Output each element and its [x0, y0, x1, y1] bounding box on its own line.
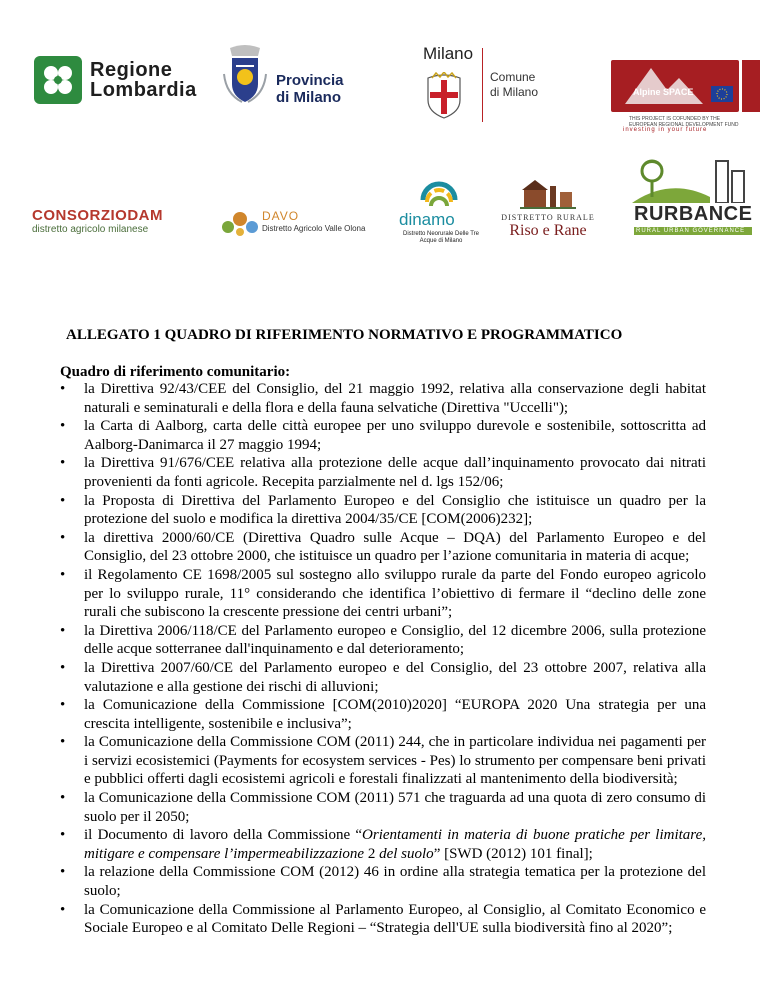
dinamo-subtitle: Distretto Neorurale Delle Tre Acque di Milano — [402, 231, 480, 244]
comune-divider — [482, 48, 483, 122]
list-item: • la Direttiva 91/676/CEE relativa alla protezione delle acque dall’inquinamento provocato dai nitrati provenienti da fonti agricole. Recepita parzialmente nel d. lgs 152/06; — [60, 454, 706, 491]
list-item: • la Comunicazione della Commissione COM (2011) 244, che in particolare individua nei pagamenti per i servizi ecosistemici (Payments for ecosystem services - Pes) lo strumento per compensare beni privati e pubblici offerti dagli ecosistemi agricoli e forestali finalizzati al mantenimento della biodiversità; — [60, 733, 706, 789]
comune-city-name: Milano — [423, 44, 474, 63]
lombardia-rose-icon — [34, 56, 82, 104]
lombardia-line2: Lombardia — [90, 79, 197, 101]
item-text-italic: Orientamenti in materia di buone pratiche per limitare, mitigare e compensare l’impermeabilizzazione — [84, 827, 706, 862]
list-item: • la relazione della Commissione COM (2012) 46 in ordine alla strategia tematica per la protezione del suolo; — [60, 863, 706, 900]
rurbance-subtitle: RURAL URBAN GOVERNANCE — [636, 228, 746, 234]
list-item — [60, 826, 706, 863]
riso-e-rane-logo — [498, 176, 598, 246]
comune-milano-logo — [420, 44, 580, 124]
milano-shield-icon — [422, 72, 466, 120]
alpine-side-banner — [742, 60, 760, 112]
regione-lombardia-logo — [34, 52, 214, 108]
alpine-space-title: Alpine SPACE — [633, 87, 694, 97]
list-item: • la Comunicazione della Commissione [COM(2010)2020] “EUROPA 2020 Una strategia per una crescita intelligente, sostenibile e inclusiva”; — [60, 696, 706, 733]
dinamo-ring-icon — [417, 176, 461, 214]
list-item: • la direttiva 2000/60/CE (Direttiva Quadro sulle Acque – DQA) del Parlamento Europeo e del Consiglio, del 23 ottobre 2000, che istituisce un quadro per l’azione comunitaria in materia di acque; — [60, 529, 706, 566]
davo-subtitle: Distretto Agricolo Valle Olona — [262, 224, 366, 233]
provincia-line1: Provincia — [276, 72, 344, 89]
provincia-milano-logo — [220, 44, 360, 110]
riso-subtitle: DISTRETTO RURALE — [501, 213, 595, 222]
rurbance-logo — [630, 157, 760, 237]
list-item: • la Direttiva 2006/118/CE del Parlamento europeo e Consiglio, del 12 dicembre 2006, sulla protezione delle acque sotterranee dall'inquinamento e dal deterioramento; — [60, 622, 706, 659]
dam-name: CONSORZIODAM — [32, 207, 163, 224]
section-title: Quadro di riferimento comunitario: — [60, 364, 291, 380]
alpine-space-logo — [611, 60, 761, 132]
list-item: • la Carta di Aalborg, carta delle città europee per uno sviluppo durevole e sostenibile, sottoscritta ad Aalborg-Danimarca il 27 maggio 1994; — [60, 417, 706, 454]
alpine-space-subtitle: THIS PROJECT IS COFUNDED BY THE EUROPEAN REGIONAL DEVELOPMENT FUND — [629, 116, 739, 128]
comune-line1: Comune — [490, 70, 536, 84]
alpine-space-panel — [611, 60, 739, 112]
document-title: ALLEGATO 1 QUADRO DI RIFERIMENTO NORMATIVO E PROGRAMMATICO — [66, 327, 623, 343]
comune-line2: di Milano — [490, 85, 539, 99]
list-item: • la Direttiva 92/43/CEE del Consiglio, del 21 maggio 1992, relativa alla conservazione degli habitat naturali e seminaturali e della flora e della fauna selvatiche (Direttiva "Uccelli"); — [60, 380, 706, 417]
dam-subtitle: distretto agricolo milanese — [32, 224, 149, 235]
list-item: • la Comunicazione della Commissione al Parlamento Europeo, al Consiglio, al Comitato Economico e Sociale Europeo e al Comitato Delle Regioni – “Strategia dell'UE sulla biodiversità fino al 2020”; — [60, 901, 706, 938]
item-text-before: il Documento di lavoro della Commissione “ — [84, 827, 363, 844]
riso-name: Riso e Rane — [509, 222, 587, 239]
davo-symbol-icon — [220, 209, 260, 237]
davo-logo — [220, 205, 380, 239]
riso-farmstead-icon — [520, 176, 576, 210]
reference-list — [60, 380, 706, 938]
dinamo-name: dinamo — [399, 210, 455, 229]
item-text-middle: 2 — [364, 845, 380, 862]
lombardia-line1: Regione — [90, 59, 173, 81]
provincia-crest-icon — [220, 44, 270, 106]
dinamo-logo — [395, 176, 485, 248]
list-item: • la Proposta di Direttiva del Parlamento Europeo e del Consiglio che istituisce un quadro per la protezione del suolo e modifica la direttiva 2004/35/CE [COM(2006)232]; — [60, 492, 706, 529]
list-item: • il Regolamento CE 1698/2005 sul sostegno allo sviluppo rurale da parte del Fondo europeo agricolo per lo sviluppo rurale, 11° considerando che identifica l’obiettivo di fermare il “declino delle zone rurali che subiscono la crescente pressione dei centri urbani”; — [60, 566, 706, 622]
rurbance-tree-city-icon — [630, 157, 756, 203]
alpine-space-footer: investing in your future — [623, 127, 708, 133]
list-item: • la Direttiva 2007/60/CE del Parlamento europeo e del Consiglio, del 23 ottobre 2007, relativa alla valutazione e alla gestione dei rischi di alluvioni; — [60, 659, 706, 696]
consorzio-dam-logo — [32, 207, 202, 237]
item-text-after: ” [SWD (2012) 101 final]; — [433, 845, 593, 862]
rurbance-name: RURBANCE — [634, 203, 753, 225]
item-text-italic2: del suolo — [379, 845, 434, 862]
provincia-line2: di Milano — [276, 89, 341, 106]
list-item: • la Comunicazione della Commissione COM (2011) 571 che traguarda ad una quota di zero consumo di suolo per il 2050; — [60, 789, 706, 826]
davo-name: DAVO — [262, 209, 300, 223]
